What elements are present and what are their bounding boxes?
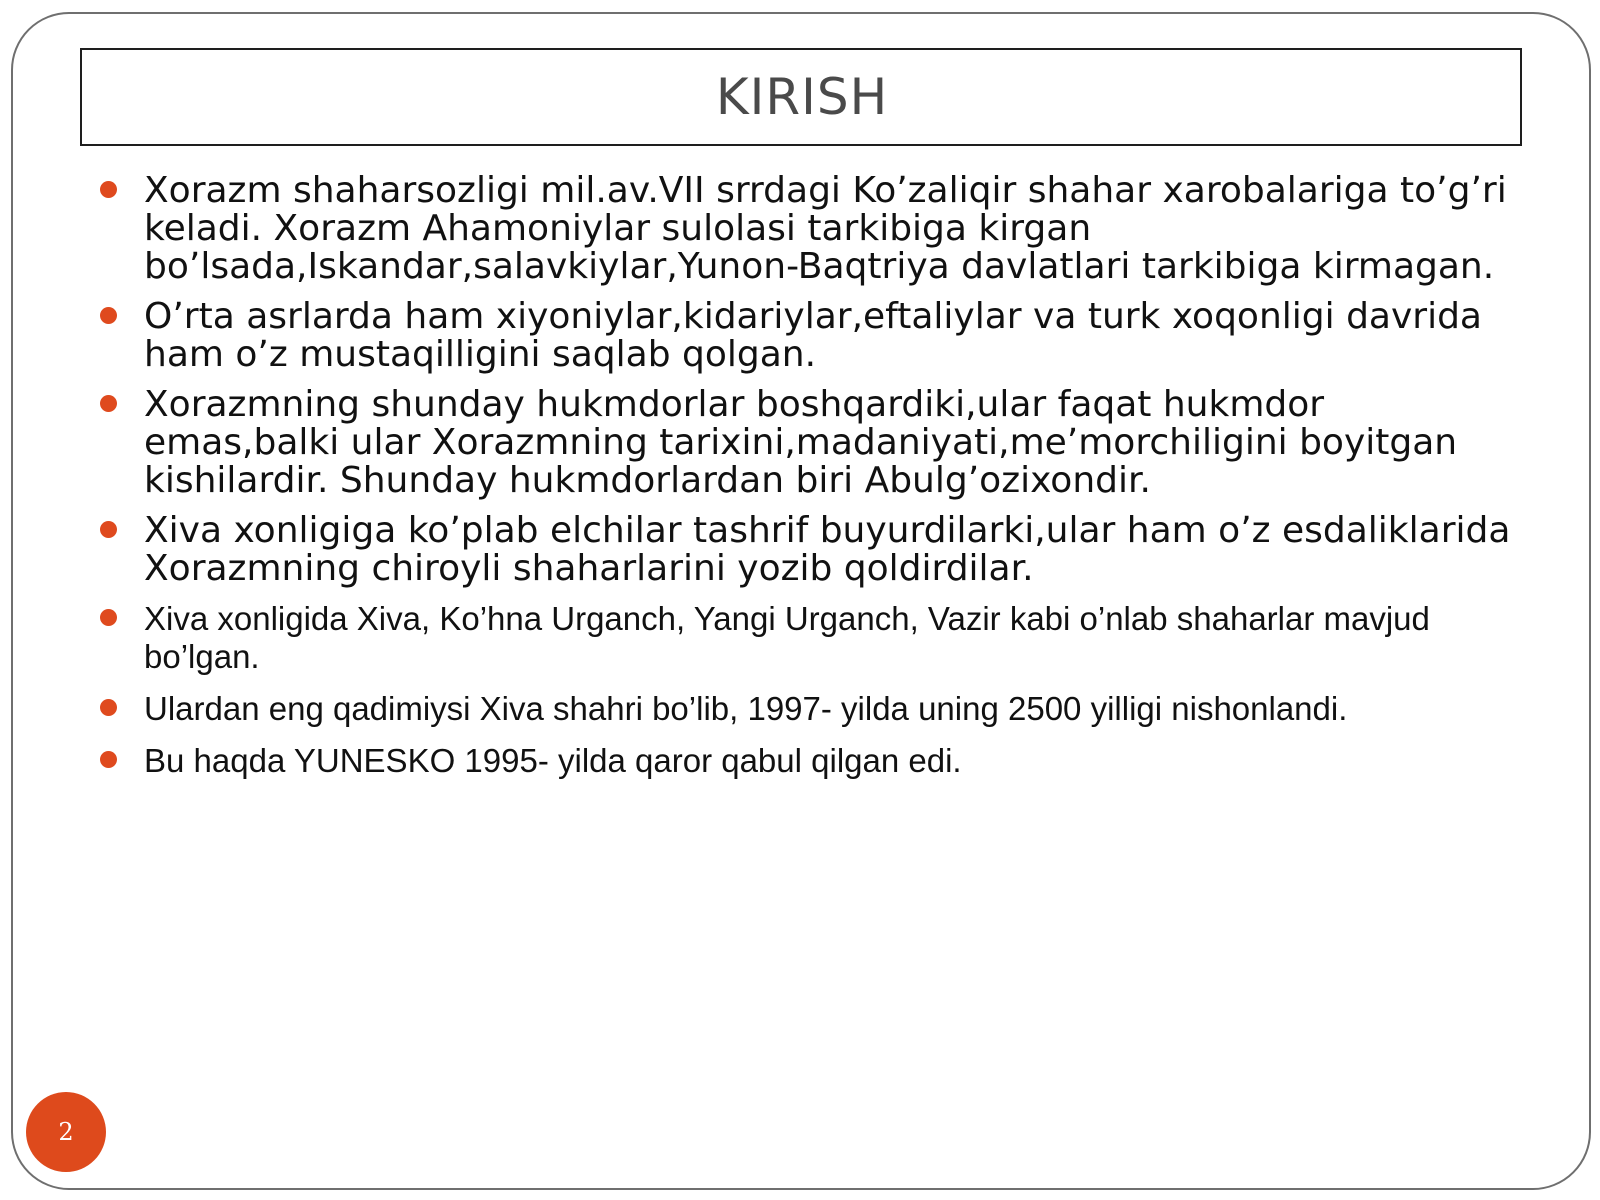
- list-item: [96, 172, 1516, 286]
- list-item: [96, 742, 1516, 780]
- bullet-icon: [100, 307, 117, 324]
- bullet-icon: [100, 521, 117, 538]
- bullet-text: Xorazm shaharsozligi mil.av.VII srrdagi Ko’zaliqir shahar xarobalariga to’g’ri keladi. Xorazm Ahamoniylar sulolasi tarkibiga kirgan bo’lsada,Iskandar,salavkiylar,Yunon-Baqtriya davlatlari tarkibiga kirmagan.: [144, 170, 1507, 287]
- bullet-text: Ulardan eng qadimiysi Xiva shahri bo’lib, 1997- yilda uning 2500 yilligi nishonlandi.: [144, 690, 1348, 727]
- list-item: [96, 600, 1516, 676]
- list-item: [96, 386, 1516, 500]
- bullet-text: O’rta asrlarda ham xiyoniylar,kidariylar,eftaliylar va turk xoqonligi davrida ham o’z mustaqilligini saqlab qolgan.: [144, 296, 1482, 375]
- bullet-list: [96, 172, 1516, 794]
- page-number-badge: [26, 1092, 106, 1172]
- bullet-text: Xiva xonligiga ko’plab elchilar tashrif buyurdilarki,ular ham o’z esdaliklarida Xorazmning chiroyli shaharlarini yozib qoldirdilar.: [144, 510, 1511, 589]
- bullet-icon: [100, 395, 117, 412]
- page-number: 2: [58, 1118, 74, 1146]
- bullet-icon: [100, 609, 117, 626]
- list-item: [96, 512, 1516, 588]
- bullet-text: Bu haqda YUNESKO 1995- yilda qaror qabul qilgan edi.: [144, 742, 962, 779]
- bullet-text: Xorazmning shunday hukmdorlar boshqardiki,ular faqat hukmdor emas,balki ular Xorazmning tarixini,madaniyati,me’morchiligini boyitgan kishilardir. Shunday hukmdorlardan biri Abulg’ozixondir.: [144, 384, 1458, 501]
- page-title: KIRISH: [715, 68, 889, 126]
- list-item: [96, 298, 1516, 374]
- bullet-icon: [100, 181, 117, 198]
- bullet-icon: [100, 751, 117, 768]
- bullet-text: Xiva xonligida Xiva, Ko’hna Urganch, Yangi Urganch, Vazir kabi o’nlab shaharlar mavjud bo’lgan.: [144, 600, 1430, 675]
- title-box: [80, 48, 1522, 146]
- list-item: [96, 690, 1516, 728]
- bullet-icon: [100, 699, 117, 716]
